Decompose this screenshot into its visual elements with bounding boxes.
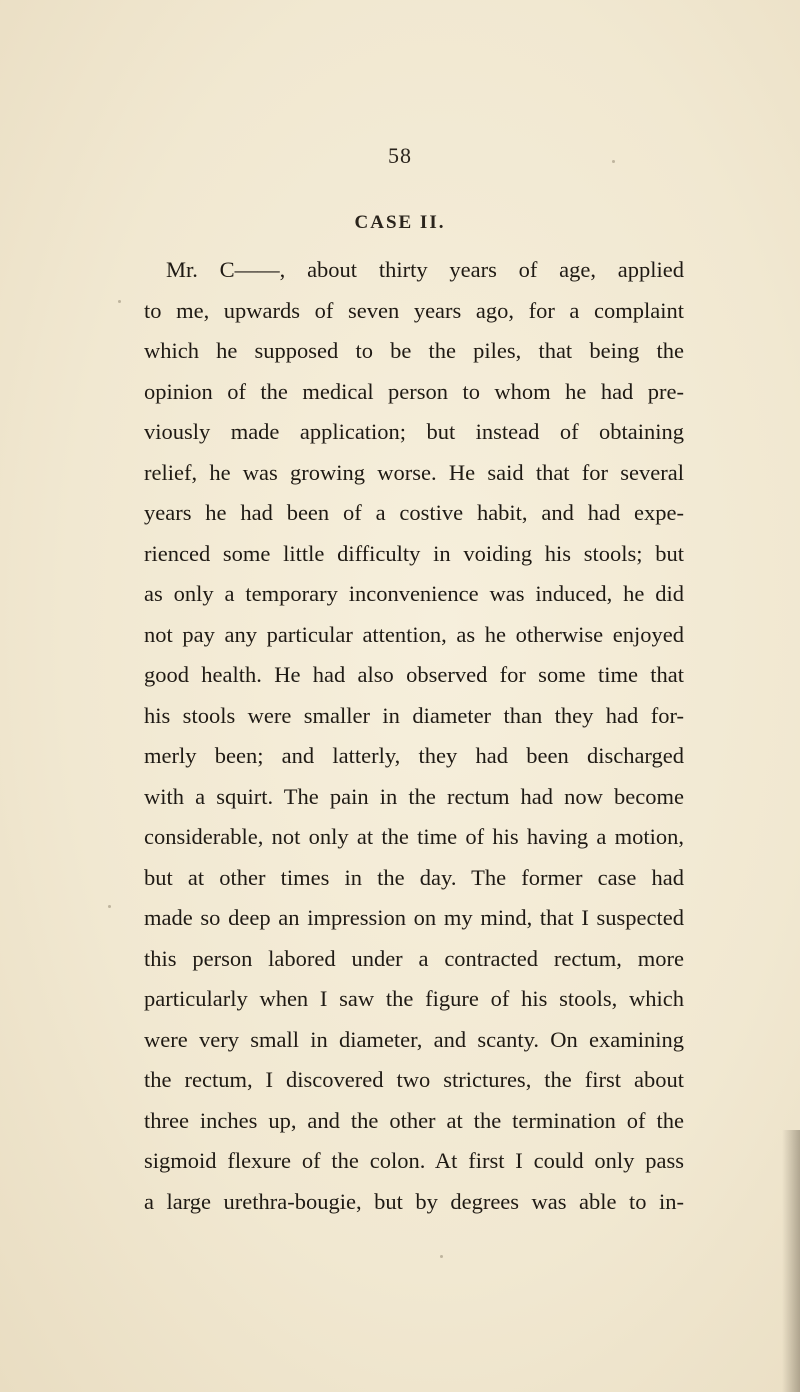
text-line: not pay any particular attention, as he otherwise enjoyed — [144, 621, 684, 647]
text-line: were very small in diameter, and scanty. On examining — [144, 1026, 684, 1052]
paper-speck — [118, 300, 121, 303]
text-line: the rectum, I discovered two strictures, the first about — [144, 1067, 684, 1092]
text-line: merly been; and latterly, they had been discharged — [144, 743, 684, 768]
text-line: years he had been of a costive habit, and had expe- — [144, 500, 684, 525]
text-line: relief, he was growing worse. He said that for several — [144, 459, 684, 485]
text-line: made so deep an impression on my mind, that I suspected — [144, 905, 684, 930]
text-line: his stools were smaller in diameter than they had for- — [144, 702, 684, 728]
page-edge-shadow — [782, 1130, 800, 1392]
text-line: opinion of the medical person to whom he had pre- — [144, 378, 684, 404]
page-number: 58 — [388, 143, 412, 168]
body-text — [144, 250, 684, 1222]
text-line: Mr. C——, about thirty years of age, applied — [166, 257, 684, 282]
paper-speck — [440, 1255, 443, 1258]
text-line: but at other times in the day. The former case had — [144, 864, 684, 890]
text-line: particularly when I saw the figure of his stools, which — [144, 986, 684, 1011]
text-line: good health. He had also observed for some time that — [144, 662, 684, 687]
text-line: with a squirt. The pain in the rectum had now become — [144, 783, 684, 809]
case-heading: CASE II. — [354, 212, 446, 233]
text-line: sigmoid flexure of the colon. At first I could only pass — [144, 1148, 684, 1173]
text-line: which he supposed to be the piles, that being the — [144, 338, 684, 363]
text-line: to me, upwards of seven years ago, for a complaint — [144, 297, 684, 323]
text-line: a large urethra-bougie, but by degrees was able to in- — [144, 1188, 684, 1214]
text-line: three inches up, and the other at the termination of the — [144, 1107, 684, 1133]
text-line: viously made application; but instead of obtaining — [144, 419, 684, 444]
text-line: rienced some little difficulty in voiding his stools; but — [144, 540, 684, 566]
text-line: this person labored under a contracted rectum, more — [144, 945, 684, 971]
paper-speck — [108, 905, 111, 908]
text-line: as only a temporary inconvenience was induced, he did — [144, 581, 684, 606]
text-line: considerable, not only at the time of his having a motion, — [144, 824, 684, 849]
paper-speck — [612, 160, 615, 163]
